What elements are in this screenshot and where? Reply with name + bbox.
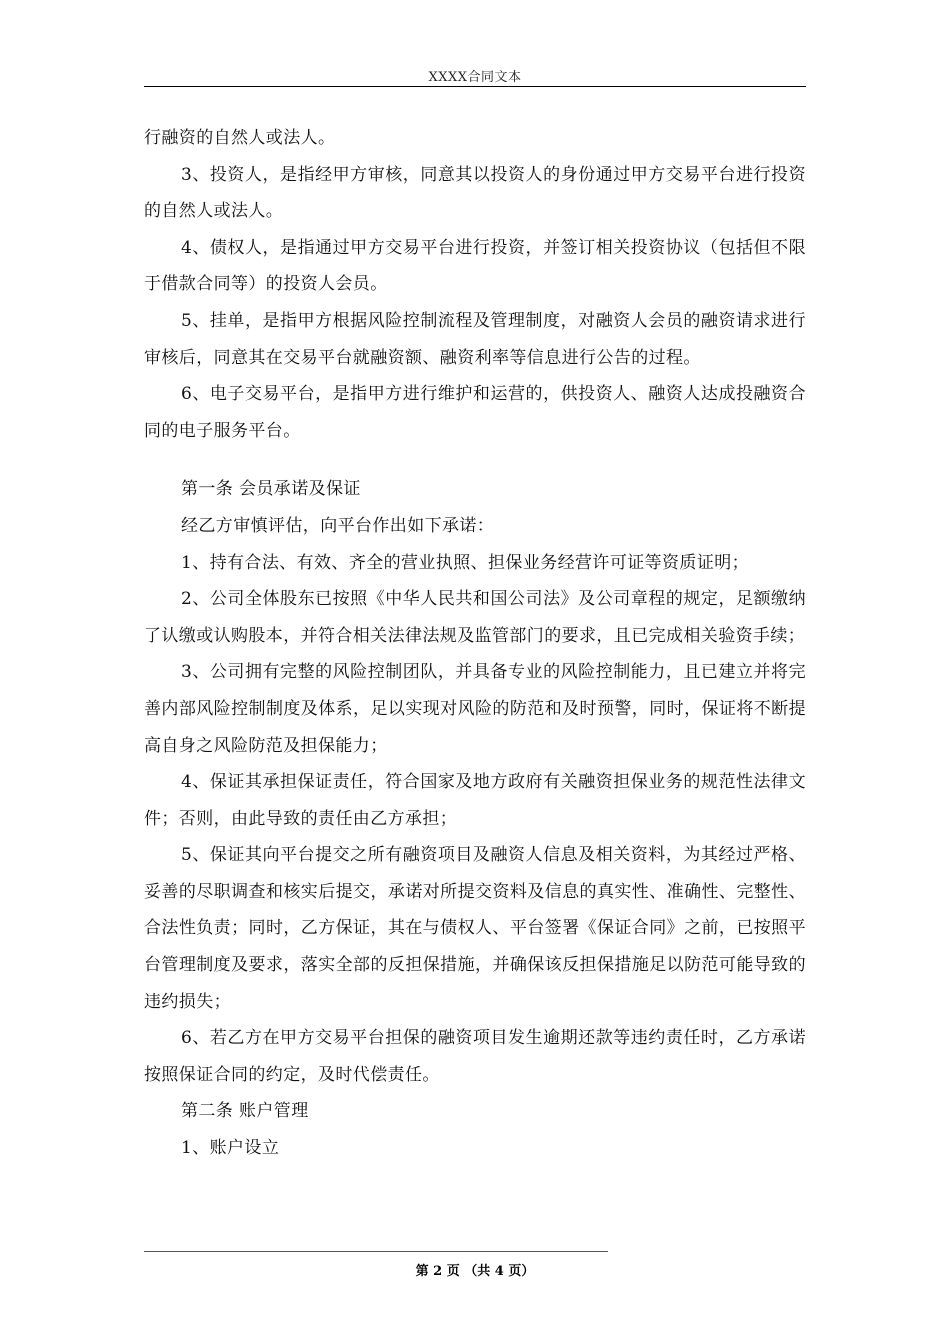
definition-investor: 3、投资人，是指经甲方审核，同意其以投资人的身份通过甲方交易平台进行投资的自然人或法人。 bbox=[144, 164, 806, 222]
article-1-intro: 经乙方审慎评估，向平台作出如下承诺： bbox=[181, 515, 495, 536]
paragraph-continuation: 行融资的自然人或法人。 bbox=[144, 128, 336, 148]
page-number: 第 2 页 （共 4 页） bbox=[415, 1264, 535, 1279]
article-1-heading: 第一条 会员承诺及保证 bbox=[181, 479, 361, 500]
article-1-item-3: 3、公司拥有完整的风险控制团队，并具备专业的风险控制能力，且已建立并将完善内部风险控制制度及体系，足以实现对风险的防范和及时预警，同时，保证将不断提高自身之风险防范及担保能力； bbox=[144, 662, 806, 756]
article-1-item-1: 1、持有合法、有效、齐全的营业执照、担保业务经营许可证等资质证明； bbox=[181, 552, 750, 573]
document-body bbox=[144, 120, 806, 1167]
article-2-heading: 第二条 账户管理 bbox=[181, 1101, 309, 1122]
definition-listing: 5、挂单，是指甲方根据风险控制流程及管理制度，对融资人会员的融资请求进行审核后，同意其在交易平台就融资额、融资利率等信息进行公告的过程。 bbox=[144, 310, 806, 368]
footer-divider bbox=[144, 1251, 608, 1252]
article-2-item-1: 1、账户设立 bbox=[181, 1138, 280, 1159]
article-1-item-5: 5、保证其向平台提交之所有融资项目及融资人信息及相关资料，为其经过严格、妥善的尽职调查和核实后提交，承诺对所提交资料及信息的真实性、准确性、完整性、合法性负责；同时，乙方保证，其在与债权人、平台签署《保证合同》之前，已按照平台管理制度及要求，落实全部的反担保措施，并确保该反担保措施足以防范可能导致的违约损失； bbox=[144, 845, 806, 1012]
header-divider bbox=[144, 86, 806, 87]
article-1-item-2: 2、公司全体股东已按照《中华人民共和国公司法》及公司章程的规定，足额缴纳了认缴或认购股本，并符合相关法律法规及监管部门的要求，且已完成相关验资手续； bbox=[144, 589, 806, 646]
article-1-item-4: 4、保证其承担保证责任，符合国家及地方政府有关融资担保业务的规范性法律文件；否则，由此导致的责任由乙方承担； bbox=[144, 772, 806, 829]
article-1-item-6: 6、若乙方在甲方交易平台担保的融资项目发生逾期还款等违约责任时，乙方承诺按照保证合同的约定，及时代偿责任。 bbox=[144, 1028, 806, 1085]
definition-platform: 6、电子交易平台，是指甲方进行维护和运营的，供投资人、融资人达成投融资合同的电子服务平台。 bbox=[144, 384, 806, 441]
section-gap bbox=[144, 449, 806, 471]
definition-creditor: 4、债权人，是指通过甲方交易平台进行投资，并签订相关投资协议（包括但不限于借款合同等）的投资人会员。 bbox=[144, 237, 806, 295]
document-header-title: XXXX合同文本 bbox=[428, 70, 522, 85]
